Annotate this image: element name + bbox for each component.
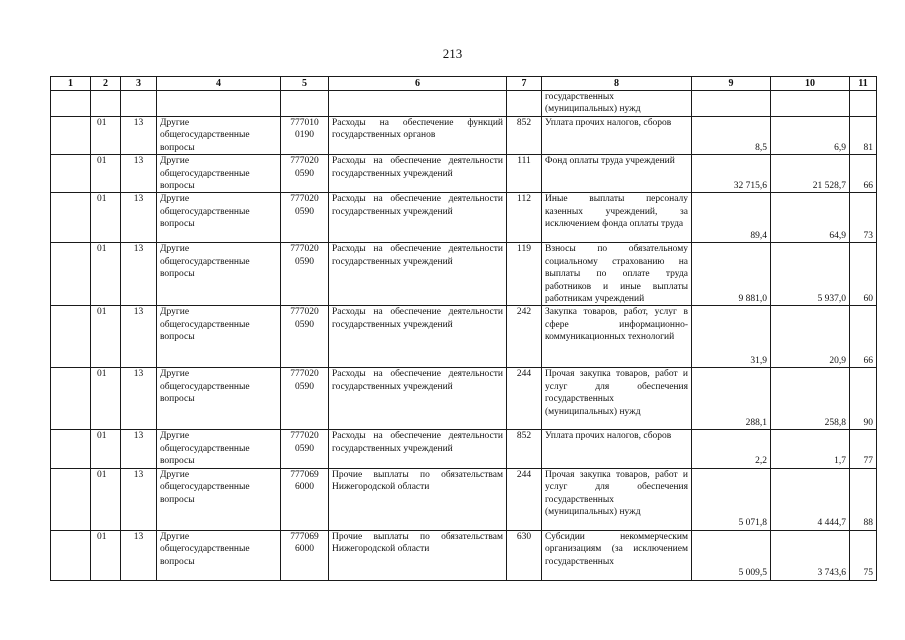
cell-col1 xyxy=(51,193,91,243)
table-row xyxy=(51,306,877,368)
cell-col1 xyxy=(51,306,91,368)
cell-target-name: Расходы на обеспечение деятельности государственных учреждений xyxy=(329,155,507,193)
cell-section-name: Другие общегосударственные вопросы xyxy=(157,193,281,243)
cell-subsection: 13 xyxy=(121,193,157,243)
cell-target-article: 777020 0590 xyxy=(281,193,329,243)
cell-section-name: Другие общегосударственные вопросы xyxy=(157,530,281,580)
cell-expense-name: Прочая закупка товаров, работ и услуг для обеспечения государственных (муниципальных) нужд xyxy=(542,368,692,430)
cell-percent: 75 xyxy=(850,530,877,580)
cell-percent: 90 xyxy=(850,368,877,430)
cell-target-article: 777020 0590 xyxy=(281,306,329,368)
cell-plan: 9 881,0 xyxy=(692,243,771,306)
cell-section-name: Другие общегосударственные вопросы xyxy=(157,430,281,468)
cell-target-name: Расходы на обеспечение деятельности государственных учреждений xyxy=(329,430,507,468)
cell-expense-name: Закупка товаров, работ, услуг в сфере информационно-коммуникационных технологий xyxy=(542,306,692,368)
cell-section: 01 xyxy=(91,468,121,530)
cell-plan: 5 071,8 xyxy=(692,468,771,530)
cell-target-article: 777020 0590 xyxy=(281,155,329,193)
cell-expense-code: 112 xyxy=(507,193,542,243)
cell-expense-code: 111 xyxy=(507,155,542,193)
table-row xyxy=(51,468,877,530)
cell-subsection: 13 xyxy=(121,117,157,155)
table-row xyxy=(51,430,877,468)
cell-col1 xyxy=(51,468,91,530)
cell-target-name: Расходы на обеспечение деятельности государственных учреждений xyxy=(329,193,507,243)
cell-section-name: Другие общегосударственные вопросы xyxy=(157,117,281,155)
cell-expense-code: 244 xyxy=(507,468,542,530)
cell-expense-code: 630 xyxy=(507,530,542,580)
table-row xyxy=(51,91,877,117)
cell-actual: 64,9 xyxy=(771,193,850,243)
column-header-1: 1 xyxy=(51,77,91,91)
cell-plan: 89,4 xyxy=(692,193,771,243)
cell-actual: 1,7 xyxy=(771,430,850,468)
cell-target-name: Расходы на обеспечение деятельности государственных учреждений xyxy=(329,306,507,368)
cell-plan xyxy=(692,91,771,117)
cell-plan: 8,5 xyxy=(692,117,771,155)
cell-percent: 66 xyxy=(850,306,877,368)
cell-target-name: Расходы на обеспечение функций государственных органов xyxy=(329,117,507,155)
cell-expense-code: 852 xyxy=(507,117,542,155)
table-body xyxy=(51,91,877,581)
table-row xyxy=(51,193,877,243)
cell-section: 01 xyxy=(91,117,121,155)
cell-expense-code: 119 xyxy=(507,243,542,306)
cell-expense-name: Уплата прочих налогов, сборов xyxy=(542,117,692,155)
cell-section: 01 xyxy=(91,155,121,193)
cell-plan: 2,2 xyxy=(692,430,771,468)
cell-percent: 73 xyxy=(850,193,877,243)
cell-percent xyxy=(850,91,877,117)
cell-subsection: 13 xyxy=(121,530,157,580)
cell-target-name: Прочие выплаты по обязательствам Нижегородской области xyxy=(329,530,507,580)
cell-expense-code xyxy=(507,91,542,117)
cell-actual: 21 528,7 xyxy=(771,155,850,193)
cell-section-name: Другие общегосударственные вопросы xyxy=(157,468,281,530)
table-row xyxy=(51,155,877,193)
cell-section xyxy=(91,91,121,117)
cell-percent: 81 xyxy=(850,117,877,155)
column-header-10: 10 xyxy=(771,77,850,91)
column-header-4: 4 xyxy=(157,77,281,91)
cell-subsection: 13 xyxy=(121,243,157,306)
cell-plan: 5 009,5 xyxy=(692,530,771,580)
cell-target-name: Прочие выплаты по обязательствам Нижегородской области xyxy=(329,468,507,530)
cell-section: 01 xyxy=(91,193,121,243)
cell-col1 xyxy=(51,91,91,117)
cell-col1 xyxy=(51,117,91,155)
table-row xyxy=(51,368,877,430)
cell-expense-name: Фонд оплаты труда учреждений xyxy=(542,155,692,193)
table-row xyxy=(51,117,877,155)
cell-subsection: 13 xyxy=(121,306,157,368)
cell-subsection: 13 xyxy=(121,468,157,530)
column-header-3: 3 xyxy=(121,77,157,91)
cell-actual: 258,8 xyxy=(771,368,850,430)
cell-percent: 88 xyxy=(850,468,877,530)
cell-plan: 288,1 xyxy=(692,368,771,430)
cell-section-name: Другие общегосударственные вопросы xyxy=(157,155,281,193)
cell-actual: 5 937,0 xyxy=(771,243,850,306)
cell-percent: 66 xyxy=(850,155,877,193)
cell-actual: 6,9 xyxy=(771,117,850,155)
column-header-9: 9 xyxy=(692,77,771,91)
column-header-8: 8 xyxy=(542,77,692,91)
cell-expense-code: 852 xyxy=(507,430,542,468)
cell-percent: 60 xyxy=(850,243,877,306)
cell-actual: 3 743,6 xyxy=(771,530,850,580)
cell-expense-code: 242 xyxy=(507,306,542,368)
cell-section-name xyxy=(157,91,281,117)
column-header-7: 7 xyxy=(507,77,542,91)
cell-target-article: 777069 6000 xyxy=(281,530,329,580)
cell-expense-name: Иные выплаты персоналу казенных учреждений, за исключением фонда оплаты труда xyxy=(542,193,692,243)
column-header-2: 2 xyxy=(91,77,121,91)
header-row xyxy=(51,77,877,91)
table-row xyxy=(51,530,877,580)
cell-col1 xyxy=(51,368,91,430)
cell-target-name: Расходы на обеспечение деятельности государственных учреждений xyxy=(329,368,507,430)
cell-subsection: 13 xyxy=(121,368,157,430)
cell-subsection: 13 xyxy=(121,430,157,468)
cell-section: 01 xyxy=(91,368,121,430)
cell-expense-name: Прочая закупка товаров, работ и услуг для обеспечения государственных (муниципальных) нужд xyxy=(542,468,692,530)
cell-target-article: 777020 0590 xyxy=(281,430,329,468)
column-header-5: 5 xyxy=(281,77,329,91)
cell-subsection: 13 xyxy=(121,155,157,193)
cell-target-article xyxy=(281,91,329,117)
cell-expense-name: государственных (муниципальных) нужд xyxy=(542,91,692,117)
cell-target-article: 777020 0590 xyxy=(281,368,329,430)
cell-section: 01 xyxy=(91,530,121,580)
cell-col1 xyxy=(51,430,91,468)
cell-expense-name: Субсидии некоммерческим организациям (за исключением государственных xyxy=(542,530,692,580)
cell-subsection xyxy=(121,91,157,117)
cell-target-article: 777069 6000 xyxy=(281,468,329,530)
cell-col1 xyxy=(51,243,91,306)
column-header-11: 11 xyxy=(850,77,877,91)
cell-section-name: Другие общегосударственные вопросы xyxy=(157,243,281,306)
cell-col1 xyxy=(51,530,91,580)
page-number: 213 xyxy=(442,46,463,61)
cell-section: 01 xyxy=(91,243,121,306)
cell-target-name: Расходы на обеспечение деятельности государственных учреждений xyxy=(329,243,507,306)
cell-actual: 20,9 xyxy=(771,306,850,368)
table-row xyxy=(51,243,877,306)
cell-col1 xyxy=(51,155,91,193)
cell-section: 01 xyxy=(91,306,121,368)
cell-section-name: Другие общегосударственные вопросы xyxy=(157,306,281,368)
cell-section: 01 xyxy=(91,430,121,468)
budget-table xyxy=(50,76,877,581)
cell-expense-name: Взносы по обязательному социальному страхованию на выплаты по оплате труда работников и иные выплаты работникам учреждений xyxy=(542,243,692,306)
cell-actual: 4 444,7 xyxy=(771,468,850,530)
cell-target-article: 777020 0590 xyxy=(281,243,329,306)
cell-plan: 31,9 xyxy=(692,306,771,368)
table-header xyxy=(51,77,877,91)
cell-percent: 77 xyxy=(850,430,877,468)
cell-expense-code: 244 xyxy=(507,368,542,430)
cell-target-name xyxy=(329,91,507,117)
cell-actual xyxy=(771,91,850,117)
column-header-6: 6 xyxy=(329,77,507,91)
cell-expense-name: Уплата прочих налогов, сборов xyxy=(542,430,692,468)
cell-target-article: 777010 0190 xyxy=(281,117,329,155)
cell-section-name: Другие общегосударственные вопросы xyxy=(157,368,281,430)
cell-plan: 32 715,6 xyxy=(692,155,771,193)
